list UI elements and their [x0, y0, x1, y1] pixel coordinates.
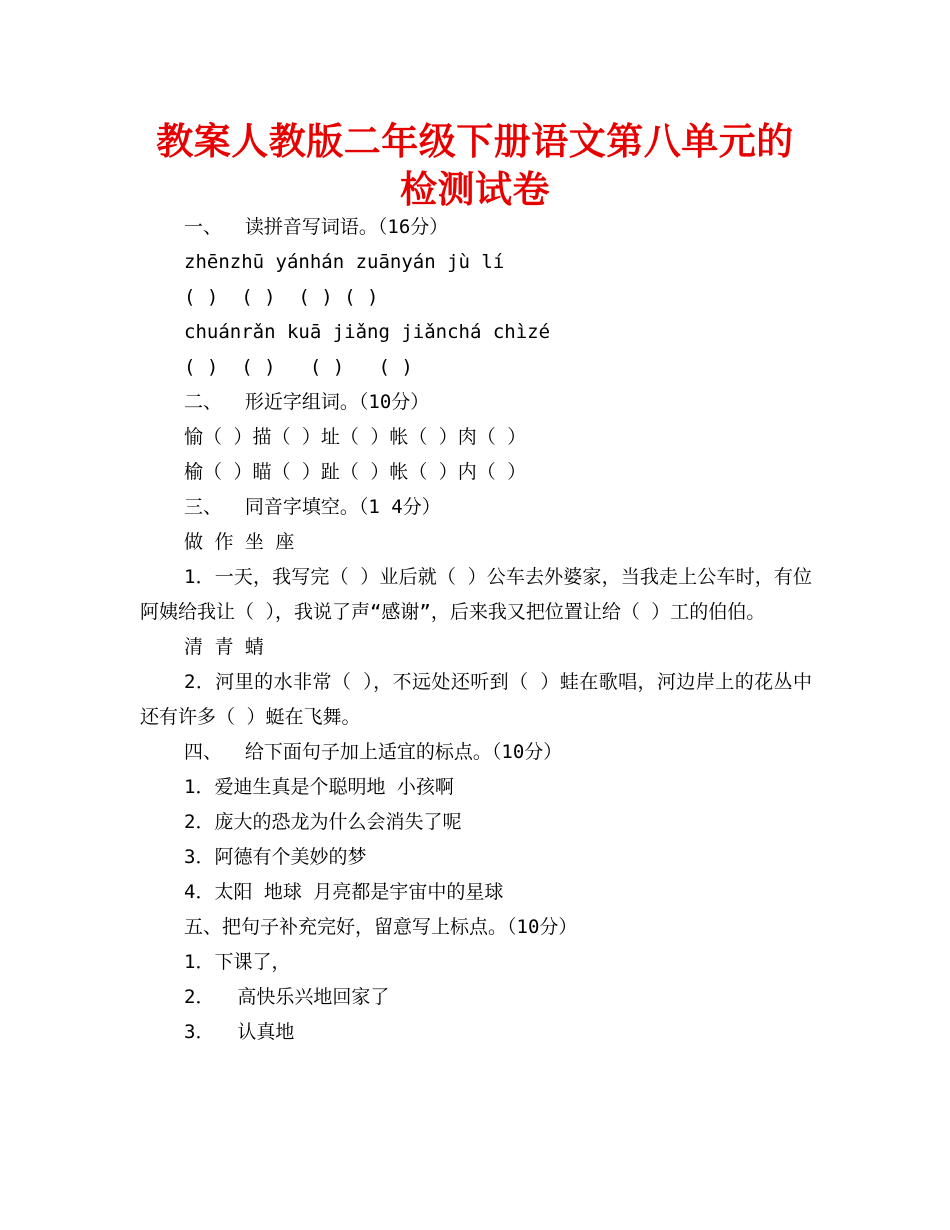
punctuation-sentence-2: 2．庞大的恐龙为什么会消失了呢 — [184, 811, 462, 833]
section-5-heading: 五、把句子补充完好，留意写上标点。（10分） — [184, 916, 578, 938]
answer-blanks-row-2: ( ) ( ) ( ) ( ) — [184, 356, 413, 378]
punctuation-sentence-3: 3．阿德有个美妙的梦 — [184, 846, 367, 868]
document-title: 教案人教版二年级下册语文第八单元的检测试卷 — [156, 120, 794, 211]
section-3-heading: 三、 同音字填空。（1 4分） — [184, 496, 441, 518]
punctuation-sentence-4: 4．太阳 地球 月亮都是宇宙中的星球 — [184, 881, 504, 903]
pinyin-row-2: chuánrǎn kuā jiǎng jiǎnchá chìzé — [184, 321, 551, 343]
section-4-heading: 四、 给下面句子加上适宜的标点。（10分） — [184, 741, 563, 763]
fill-in-paragraph-1: 1．一天，我写完（ ）业后就（ ）公车去外婆家，当我走上公车时，有位阿姨给我让（ ），我说了声“感谢”，后来我又把位置让给（ ）工的伯伯。 — [140, 566, 812, 623]
fill-in-paragraph-2: 2．河里的水非常（ ），不远处还听到（ ）蛙在歌唱，河边岸上的花丛中还有许多（ ）蜓在飞舞。 — [140, 671, 812, 728]
complete-sentence-1: 1．下课了， — [184, 951, 291, 973]
punctuation-sentence-1: 1．爱迪生真是个聪明地 小孩啊 — [184, 776, 454, 798]
word-group-row-2: 榆（ ）瞄（ ）趾（ ）帐（ ）内（ ） — [184, 461, 527, 483]
answer-blanks-row-1: ( ) ( ) ( ) ( ) — [184, 286, 379, 308]
complete-sentence-3: 3． 认真地 — [184, 1021, 295, 1043]
complete-sentence-2: 2． 高快乐兴地回家了 — [184, 986, 390, 1008]
document-body — [140, 210, 812, 1050]
section-1-heading: 一、 读拼音写词语。（16分） — [184, 216, 449, 238]
homophone-set-1: 做 作 坐 座 — [184, 531, 295, 553]
word-group-row-1: 愉（ ）描（ ）址（ ）帐（ ）肉（ ） — [184, 426, 527, 448]
section-2-heading: 二、 形近字组词。（10分） — [184, 391, 430, 413]
homophone-set-2: 清 青 蜻 — [184, 636, 264, 658]
pinyin-row-1: zhēnzhū yánhán zuānyán jù lí — [184, 251, 505, 273]
